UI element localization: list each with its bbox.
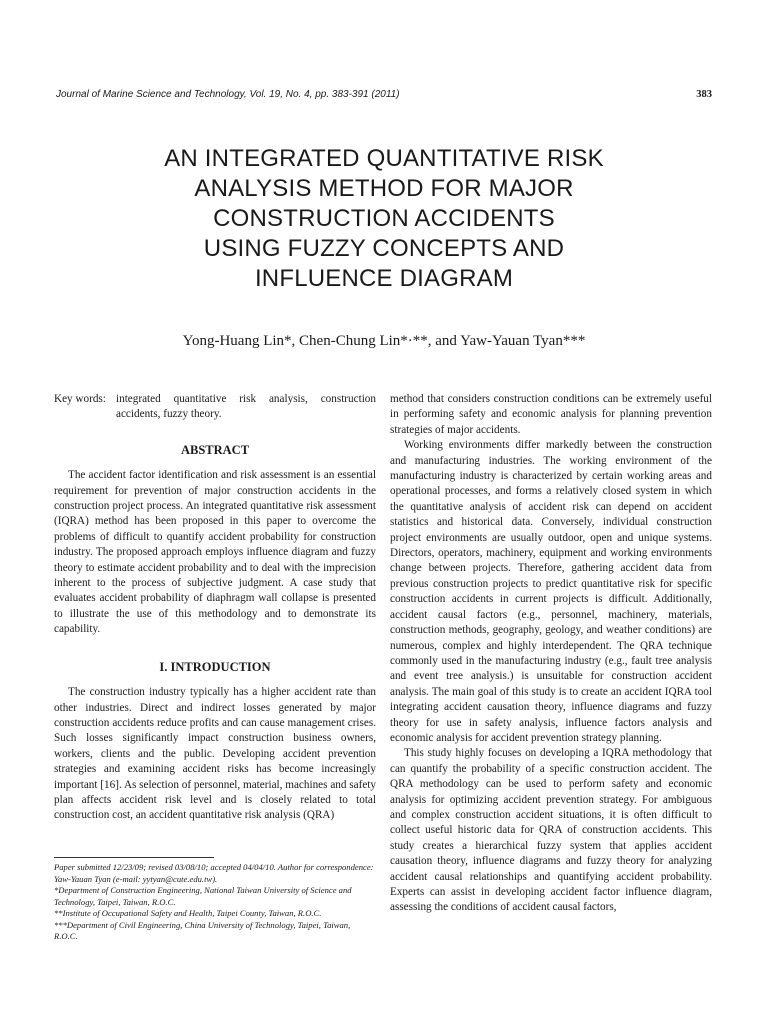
footnotes (54, 862, 376, 943)
paper-title (80, 144, 688, 294)
keywords-text: integrated quantitative risk analysis, construction accidents, fuzzy theory. (116, 393, 376, 421)
footnote-submission: Paper submitted 12/23/09; revised 03/08/10; accepted 04/04/10. Author for correspondence: Yaw-Yauan Tyan (e-mail: yytyan@cute.edu.tw). (54, 862, 374, 884)
footnote-affiliation: *Department of Construction Engineering, National Taiwan University of Science and Technology, Taipei, Taiwan, R.O.C. (54, 885, 352, 907)
title-line: INFLUENCE DIAGRAM (254, 265, 514, 292)
footnote-rule (54, 857, 214, 858)
abstract-heading: ABSTRACT (180, 442, 250, 457)
title-line: USING FUZZY CONCEPTS AND (203, 235, 565, 262)
keywords-label: Key words: (54, 393, 106, 405)
author-list: Yong-Huang Lin*, Chen-Chung Lin*·**, and Yaw-Yauan Tyan*** (182, 333, 586, 349)
continued-paragraph: method that considers construction conditions can be extremely useful in performing safety and economic analysis for planning prevention strategies of major accidents. (390, 393, 712, 436)
running-header (56, 89, 712, 103)
introduction-paragraph: The construction industry typically has a higher accident rate than other industries. Direct and indirect losses generated by major construction accidents reduce profits and can cause management crises. Such losses significantly impact construction business owners, workers, clients and the public. Developing accident prevention strategies and examining accident risks has become increasingly important [16]. As selection of personnel, material, machines and safety plan affects accident risk level and is closely related to total construction cost, an accident quantitative risk analysis (QRA) (54, 686, 376, 822)
abstract-text: The accident factor identification and risk assessment is an essential requirement for prevention of major construction accidents in the construction project process. An integrated quantitative risk assessment (IQRA) method has been proposed in this paper to overcome the problems of difficult to quantify accident probability for construction industry. The proposed approach employs influence diagram and fuzzy theory to estimate accident probability and to deal with the imprecision inherent to the process of subjective judgment. A case study that evaluates accident probability of diaphragm wall collapse is presented to illustrate the use of this methodology and to demonstrate its capability. (54, 469, 376, 636)
body-paragraph: This study highly focuses on developing a IQRA methodology that can quantify the probability of a specific construction accident. The QRA methodology can be used to perform safety and economic analysis for optimizing accident prevention strategy. For ambiguous and complex construction accident situations, it is often difficult to collect useful historic data for QRA of construction accidents. This study creates a hierarchical fuzzy system that applies accident causation theory, influence diagrams and fuzzy theory for analyzing accident causal relationships and quantifying accident probability. Experts can assist in developing accident factor influence diagram, assessing the conditions of accident causal factors, (390, 747, 712, 914)
footnote-affiliation: ***Department of Civil Engineering, China University of Technology, Taipei, Taiwan, R.O.C. (54, 919, 351, 941)
title-line: ANALYSIS METHOD FOR MAJOR (194, 175, 574, 202)
title-line: AN INTEGRATED QUANTITATIVE RISK (164, 145, 604, 172)
right-column (390, 392, 712, 916)
introduction-heading: I. INTRODUCTION (159, 659, 271, 674)
page-number: 383 (696, 89, 712, 100)
title-line: CONSTRUCTION ACCIDENTS (213, 205, 555, 232)
journal-citation: Journal of Marine Science and Technology, Vol. 19, No. 4, pp. 383-391 (2011) (56, 89, 400, 100)
footnote-affiliation: **Institute of Occupational Safety and Health, Taipei County, Taiwan, R.O.C. (54, 908, 322, 918)
left-column (54, 392, 376, 824)
keywords (54, 392, 376, 423)
body-paragraph: Working environments differ markedly between the construction and manufacturing industries. The working environment of the manufacturing industry is characterized by certain working areas and operational processes, and forms a relatively closed system in which the quantitative analysis of accident risk can depend on accident statistics and historical data. Conversely, individual construction project environments are usually outdoor, open and unique systems. Directors, operators, machinery, equipment and working environments change between projects. Therefore, gathering accident data from previous construction projects to predict quantitative risk for specific construction accidents in current projects is difficult. Additionally, accident causal factors (e.g., personnel, machinery, materials, construction methods, geography, geology, and weather conditions) are numerous, complex and highly interdependent. The QRA technique commonly used in the manufacturing industry (e.g., fault tree analysis and event tree analysis.) is unsuitable for construction accident analysis. The main goal of this study is to create an accident IQRA tool integrating accident causation theory, influence diagrams and fuzzy theory for use in safety analysis, influence factors analysis and economic analysis for accident prevention strategy planning. (390, 439, 712, 744)
